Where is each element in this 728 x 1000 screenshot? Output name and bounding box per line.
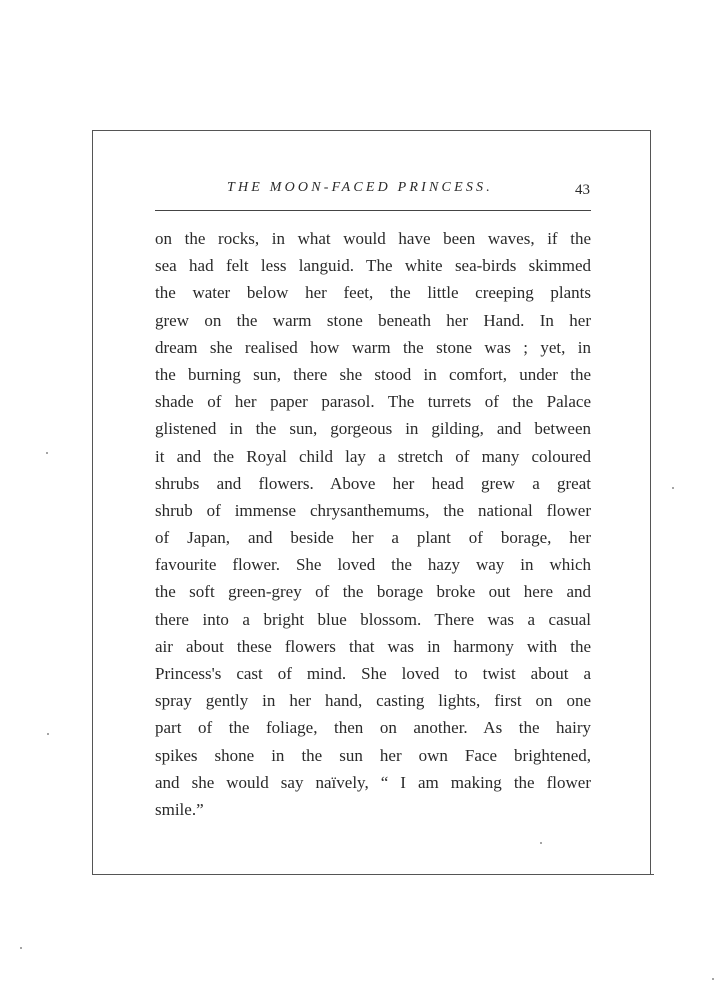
text-line-last: smile.” (155, 799, 204, 819)
text-line: Princess's cast of mind. She loved to twist about a (155, 664, 591, 683)
text-line: the water below her feet, the little creeping plants (155, 283, 591, 303)
text-line: spikes shone in the sun her own Face brightened, (155, 745, 591, 765)
text-line: part of the foliage, then on another. As the hairy (155, 718, 591, 738)
text-line: glistened in the sun, gorgeous in gilding, and between (155, 419, 591, 439)
speck (20, 947, 22, 949)
text-line: the burning sun, there she stood in comfort, under the (155, 364, 591, 384)
text-line: spray gently in her hand, casting lights, first on one (155, 691, 591, 711)
text-line: it and the Royal child lay a stretch of many coloured (155, 446, 591, 466)
text-line: shrubs and flowers. Above her head grew a great (155, 473, 591, 493)
text-line: there into a bright blue blossom. There was a casual (155, 609, 591, 629)
page-number: 43 (575, 182, 590, 198)
text-line: the soft green-grey of the borage broke out here and (155, 582, 591, 602)
header-rule (155, 210, 591, 211)
speck (47, 733, 49, 735)
page-frame-bottom-rule (92, 874, 654, 875)
text-line: shrub of immense chrysanthemums, the national flower (155, 500, 591, 520)
running-head (155, 177, 592, 201)
speck (46, 452, 48, 454)
text-line: shade of her paper parasol. The turrets of the Palace (155, 392, 591, 412)
speck (712, 978, 714, 980)
text-line: and she would say naïvely, “ I am making the flower (155, 772, 591, 792)
speck (540, 842, 542, 844)
text-line: grew on the warm stone beneath her Hand. In her (155, 310, 591, 330)
running-title: THE MOON-FACED PRINCESS. (227, 180, 493, 195)
body-text (155, 225, 591, 823)
text-line: dream she realised how warm the stone was ; yet, in (155, 337, 591, 357)
text-line: air about these flowers that was in harmony with the (155, 636, 591, 656)
text-line: on the rocks, in what would have been waves, if the (155, 229, 591, 248)
speck (672, 487, 674, 489)
text-line: sea had felt less languid. The white sea-birds skimmed (155, 256, 591, 276)
text-line: favourite flower. She loved the hazy way in which (155, 555, 591, 575)
text-line: of Japan, and beside her a plant of borage, her (155, 528, 591, 548)
